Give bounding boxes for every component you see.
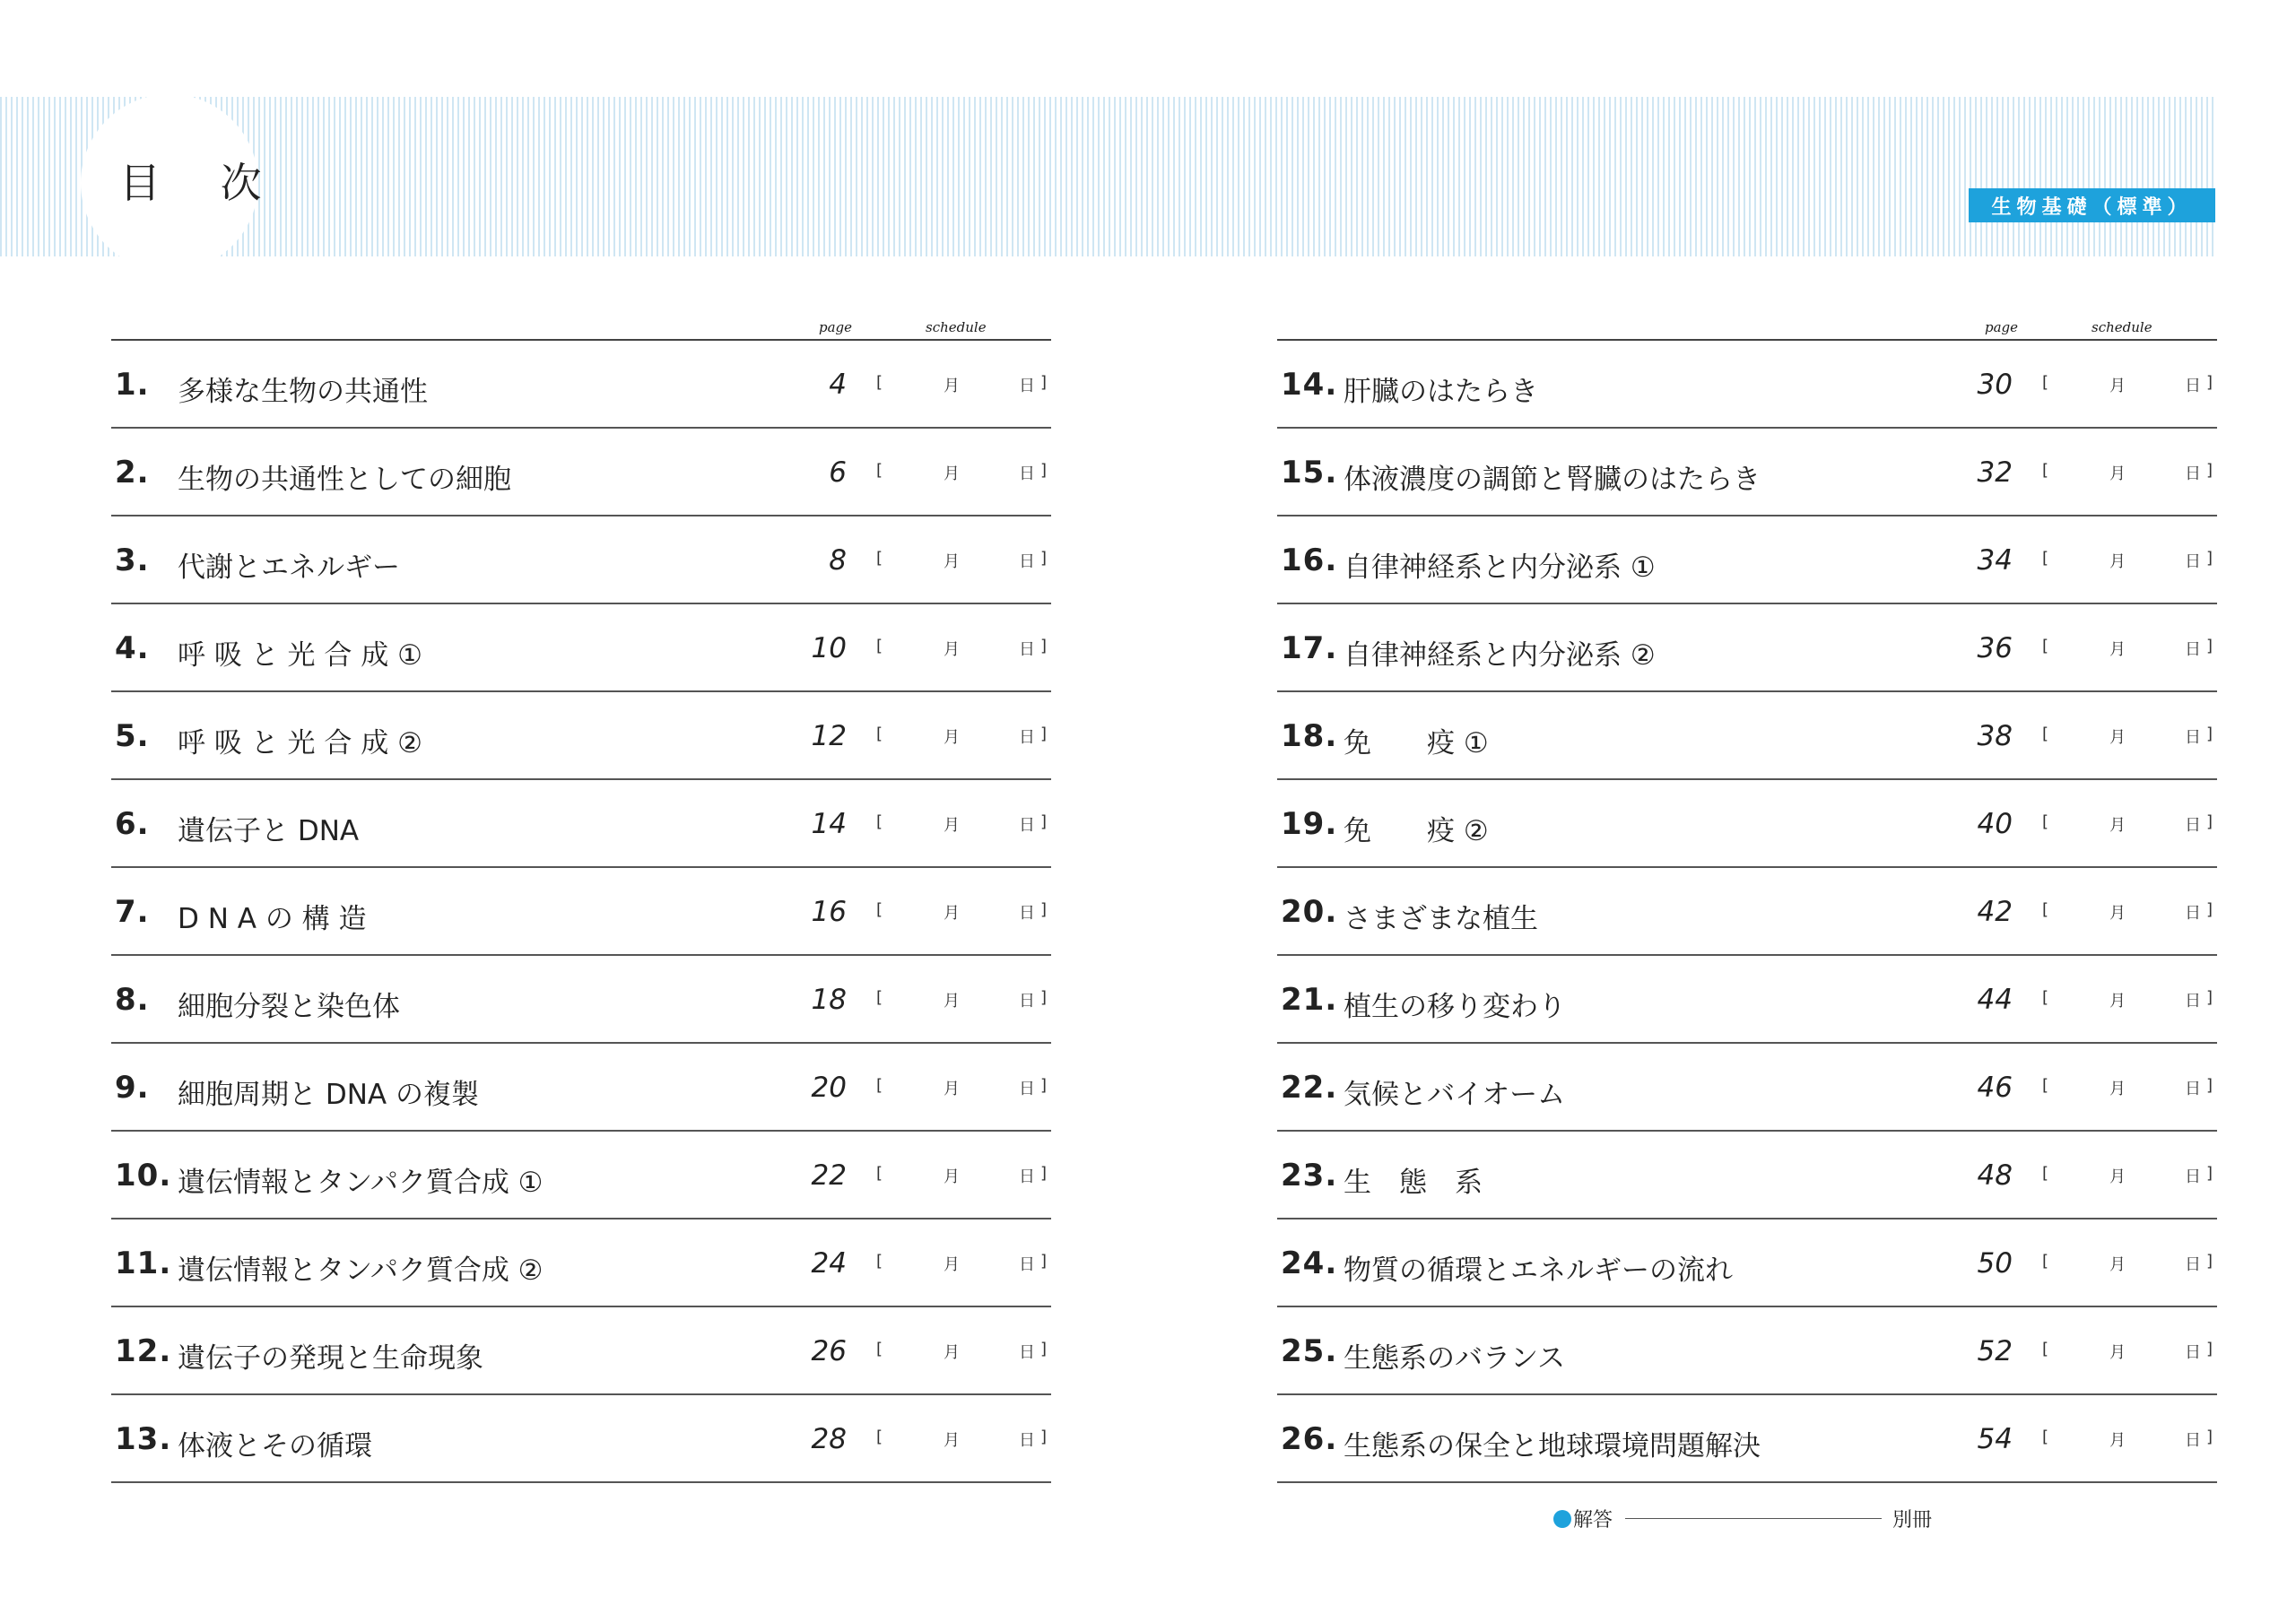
chapter-number: 24. xyxy=(1281,1245,1338,1281)
schedule-bracket-open: [ xyxy=(2042,637,2049,655)
schedule-month: 月 xyxy=(2109,1343,2126,1362)
schedule-month: 月 xyxy=(2109,728,2126,747)
page-number: 28 xyxy=(811,1423,847,1455)
chapter-number: 2. xyxy=(115,455,150,490)
schedule-day: 日 xyxy=(1019,464,1035,483)
schedule-day: 日 xyxy=(1019,1167,1035,1186)
page-number: 24 xyxy=(811,1247,847,1280)
schedule-month: 月 xyxy=(2109,1080,2126,1098)
page-number: 46 xyxy=(1977,1072,2013,1104)
schedule-month: 月 xyxy=(2109,816,2126,835)
chapter-title: 生態系の保全と地球環境問題解決 xyxy=(1344,1430,1761,1462)
chapter-title: さまざまな植生 xyxy=(1344,903,1538,935)
schedule-bracket-close: ] xyxy=(2206,461,2213,480)
answer-value: 別冊 xyxy=(1892,1509,1933,1532)
schedule-bracket-close: ] xyxy=(2206,1252,2213,1271)
schedule-day: 日 xyxy=(2185,1080,2201,1098)
schedule-month: 月 xyxy=(944,464,960,483)
page-number: 36 xyxy=(1977,632,2013,664)
chapter-number: 21. xyxy=(1281,982,1338,1018)
chapter-number: 23. xyxy=(1281,1158,1338,1193)
schedule-bracket-open: [ xyxy=(2042,1340,2049,1358)
schedule-day: 日 xyxy=(2185,1431,2201,1450)
schedule-bracket-close: ] xyxy=(1040,461,1048,480)
schedule-bracket-open: [ xyxy=(876,373,883,392)
chapter-title: 植生の移り変わり xyxy=(1344,991,1566,1023)
toc-row xyxy=(1277,1132,2217,1219)
column-header xyxy=(111,316,1051,341)
page-number: 12 xyxy=(811,720,847,752)
schedule-day: 日 xyxy=(1019,552,1035,571)
schedule-month: 月 xyxy=(944,904,960,923)
toc-row xyxy=(1277,604,2217,692)
schedule-bracket-close: ] xyxy=(2206,549,2213,568)
page-number: 4 xyxy=(829,369,847,401)
chapter-title: 生物の共通性としての細胞 xyxy=(178,464,511,496)
header-banner xyxy=(0,97,2215,256)
schedule-day: 日 xyxy=(1019,992,1035,1011)
chapter-title: 自律神経系と内分泌系 ② xyxy=(1344,639,1656,672)
schedule-month: 月 xyxy=(944,1167,960,1186)
chapter-title: D N A の 構 造 xyxy=(178,903,367,935)
schedule-bracket-close: ] xyxy=(2206,373,2213,392)
chapter-number: 20. xyxy=(1281,894,1338,930)
toc-row xyxy=(111,956,1051,1044)
schedule-bracket-open: [ xyxy=(876,1252,883,1271)
schedule-bracket-close: ] xyxy=(2206,812,2213,831)
page-number: 48 xyxy=(1977,1159,2013,1192)
chapter-number: 4. xyxy=(115,630,150,666)
toc-row xyxy=(111,868,1051,956)
schedule-month: 月 xyxy=(2109,992,2126,1011)
chapter-title: 免 疫 ② xyxy=(1344,815,1489,847)
toc-row xyxy=(1277,516,2217,604)
chapter-title: 遺伝情報とタンパク質合成 ② xyxy=(178,1254,544,1287)
schedule-bracket-close: ] xyxy=(2206,1164,2213,1183)
schedule-bracket-close: ] xyxy=(2206,637,2213,655)
schedule-day: 日 xyxy=(1019,640,1035,659)
leader-line xyxy=(1625,1518,1882,1519)
page-number: 42 xyxy=(1977,896,2013,928)
schedule-month: 月 xyxy=(944,552,960,571)
chapter-title: 呼 吸 と 光 合 成 ② xyxy=(178,727,422,759)
schedule-bracket-close: ] xyxy=(1040,725,1048,743)
chapter-title: 体液とその循環 xyxy=(178,1430,372,1462)
toc-row xyxy=(111,604,1051,692)
chapter-number: 11. xyxy=(115,1245,172,1281)
chapter-title: 気候とバイオーム xyxy=(1344,1079,1566,1111)
toc-column-right xyxy=(1277,316,2217,1483)
subject-badge: 生物基礎（標準） xyxy=(1969,188,2215,222)
schedule-bracket-open: [ xyxy=(876,461,883,480)
toc-row xyxy=(1277,692,2217,780)
toc-row xyxy=(1277,429,2217,516)
chapter-title: 肝臓のはたらき xyxy=(1344,376,1538,408)
schedule-day: 日 xyxy=(2185,1167,2201,1186)
schedule-bracket-close: ] xyxy=(1040,1428,1048,1446)
toc-row xyxy=(111,1219,1051,1307)
chapter-number: 15. xyxy=(1281,455,1338,490)
chapter-number: 26. xyxy=(1281,1421,1338,1457)
schedule-month: 月 xyxy=(2109,464,2126,483)
page-number: 16 xyxy=(811,896,847,928)
schedule-bracket-open: [ xyxy=(876,725,883,743)
schedule-bracket-close: ] xyxy=(2206,1340,2213,1358)
chapter-number: 13. xyxy=(115,1421,172,1457)
toc-row xyxy=(1277,1395,2217,1483)
schedule-day: 日 xyxy=(2185,377,2201,395)
page-number: 22 xyxy=(811,1159,847,1192)
page-number: 8 xyxy=(829,544,847,577)
chapter-number: 25. xyxy=(1281,1333,1338,1369)
chapter-number: 14. xyxy=(1281,367,1338,403)
schedule-bracket-close: ] xyxy=(1040,900,1048,919)
page-column-label: page xyxy=(1985,319,2019,335)
schedule-day: 日 xyxy=(1019,816,1035,835)
chapter-title: 細胞分裂と染色体 xyxy=(178,991,400,1023)
schedule-day: 日 xyxy=(1019,377,1035,395)
toc-row xyxy=(111,341,1051,429)
schedule-bracket-close: ] xyxy=(1040,1076,1048,1095)
toc-rows-left xyxy=(111,341,1051,1483)
schedule-column-label: schedule xyxy=(2092,319,2152,335)
schedule-bracket-open: [ xyxy=(876,1340,883,1358)
page-number: 14 xyxy=(811,808,847,840)
schedule-month: 月 xyxy=(944,1255,960,1274)
schedule-day: 日 xyxy=(2185,1255,2201,1274)
page-number: 18 xyxy=(811,984,847,1016)
toc-row xyxy=(1277,341,2217,429)
toc-row xyxy=(111,516,1051,604)
chapter-title: 遺伝子の発現と生命現象 xyxy=(178,1342,483,1375)
page-number: 6 xyxy=(829,456,847,489)
answer-label: 解答 xyxy=(1573,1509,1613,1532)
schedule-bracket-close: ] xyxy=(2206,988,2213,1007)
chapter-number: 12. xyxy=(115,1333,172,1369)
toc-row xyxy=(111,780,1051,868)
schedule-month: 月 xyxy=(2109,552,2126,571)
schedule-month: 月 xyxy=(944,992,960,1011)
toc-rows-right xyxy=(1277,341,2217,1483)
chapter-number: 9. xyxy=(115,1070,150,1106)
toc-row xyxy=(1277,780,2217,868)
schedule-day: 日 xyxy=(2185,552,2201,571)
schedule-bracket-close: ] xyxy=(1040,637,1048,655)
schedule-bracket-open: [ xyxy=(876,1428,883,1446)
schedule-bracket-open: [ xyxy=(876,637,883,655)
schedule-month: 月 xyxy=(944,640,960,659)
schedule-day: 日 xyxy=(1019,1080,1035,1098)
schedule-column-label: schedule xyxy=(926,319,987,335)
schedule-day: 日 xyxy=(2185,1343,2201,1362)
chapter-number: 19. xyxy=(1281,806,1338,842)
schedule-day: 日 xyxy=(1019,904,1035,923)
schedule-day: 日 xyxy=(2185,640,2201,659)
toc-row xyxy=(1277,956,2217,1044)
page-number: 20 xyxy=(811,1072,847,1104)
schedule-bracket-open: [ xyxy=(2042,1428,2049,1446)
page-number: 38 xyxy=(1977,720,2013,752)
chapter-number: 6. xyxy=(115,806,150,842)
chapter-number: 7. xyxy=(115,894,150,930)
schedule-bracket-close: ] xyxy=(1040,988,1048,1007)
toc-row xyxy=(111,429,1051,516)
chapter-title: 代謝とエネルギー xyxy=(178,551,400,584)
schedule-bracket-close: ] xyxy=(1040,1164,1048,1183)
toc-row xyxy=(1277,1044,2217,1132)
page-number: 54 xyxy=(1977,1423,2013,1455)
schedule-month: 月 xyxy=(2109,377,2126,395)
toc-row xyxy=(1277,1219,2217,1307)
schedule-day: 日 xyxy=(1019,728,1035,747)
page-number: 44 xyxy=(1977,984,2013,1016)
toc-row xyxy=(111,1307,1051,1395)
chapter-title: 生態系のバランス xyxy=(1344,1342,1566,1375)
chapter-number: 5. xyxy=(115,718,150,754)
schedule-bracket-open: [ xyxy=(2042,725,2049,743)
schedule-bracket-open: [ xyxy=(876,812,883,831)
toc-row xyxy=(111,1044,1051,1132)
page-title: 目 次 xyxy=(119,159,285,207)
schedule-day: 日 xyxy=(2185,992,2201,1011)
page-number: 32 xyxy=(1977,456,2013,489)
schedule-bracket-open: [ xyxy=(876,900,883,919)
answer-note xyxy=(1553,1505,1939,1532)
toc-row xyxy=(1277,1307,2217,1395)
schedule-month: 月 xyxy=(944,377,960,395)
chapter-title: 自律神経系と内分泌系 ① xyxy=(1344,551,1656,584)
schedule-bracket-open: [ xyxy=(2042,373,2049,392)
schedule-bracket-open: [ xyxy=(876,988,883,1007)
schedule-bracket-open: [ xyxy=(2042,812,2049,831)
schedule-bracket-close: ] xyxy=(2206,1428,2213,1446)
chapter-title: 多様な生物の共通性 xyxy=(178,376,428,408)
schedule-day: 日 xyxy=(1019,1431,1035,1450)
chapter-number: 18. xyxy=(1281,718,1338,754)
chapter-number: 1. xyxy=(115,367,150,403)
toc-row xyxy=(111,1395,1051,1483)
column-header xyxy=(1277,316,2217,341)
schedule-bracket-close: ] xyxy=(1040,373,1048,392)
toc-row xyxy=(111,692,1051,780)
schedule-day: 日 xyxy=(2185,816,2201,835)
schedule-bracket-open: [ xyxy=(2042,549,2049,568)
page-number: 34 xyxy=(1977,544,2013,577)
chapter-title: 免 疫 ① xyxy=(1344,727,1489,759)
schedule-bracket-open: [ xyxy=(2042,900,2049,919)
page-number: 40 xyxy=(1977,808,2013,840)
page-number: 30 xyxy=(1977,369,2013,401)
schedule-bracket-close: ] xyxy=(1040,1340,1048,1358)
chapter-title: 物質の循環とエネルギーの流れ xyxy=(1344,1254,1733,1287)
chapter-title: 体液濃度の調節と腎臓のはたらき xyxy=(1344,464,1761,496)
schedule-day: 日 xyxy=(2185,464,2201,483)
schedule-month: 月 xyxy=(944,1431,960,1450)
page-number: 26 xyxy=(811,1335,847,1367)
schedule-month: 月 xyxy=(2109,1255,2126,1274)
schedule-day: 日 xyxy=(1019,1343,1035,1362)
schedule-bracket-close: ] xyxy=(2206,725,2213,743)
schedule-bracket-close: ] xyxy=(2206,1076,2213,1095)
schedule-bracket-close: ] xyxy=(2206,900,2213,919)
schedule-day: 日 xyxy=(2185,728,2201,747)
chapter-number: 16. xyxy=(1281,542,1338,578)
toc-row xyxy=(111,1132,1051,1219)
schedule-month: 月 xyxy=(2109,1431,2126,1450)
schedule-day: 日 xyxy=(1019,1255,1035,1274)
schedule-month: 月 xyxy=(944,1080,960,1098)
chapter-number: 17. xyxy=(1281,630,1338,666)
schedule-bracket-close: ] xyxy=(1040,1252,1048,1271)
page-number: 50 xyxy=(1977,1247,2013,1280)
schedule-month: 月 xyxy=(2109,904,2126,923)
schedule-month: 月 xyxy=(944,1343,960,1362)
chapter-number: 10. xyxy=(115,1158,172,1193)
page-number: 52 xyxy=(1977,1335,2013,1367)
schedule-bracket-open: [ xyxy=(876,549,883,568)
schedule-bracket-open: [ xyxy=(876,1164,883,1183)
schedule-bracket-close: ] xyxy=(1040,549,1048,568)
schedule-month: 月 xyxy=(2109,640,2126,659)
schedule-bracket-open: [ xyxy=(2042,461,2049,480)
schedule-day: 日 xyxy=(2185,904,2201,923)
page-number: 10 xyxy=(811,632,847,664)
schedule-bracket-open: [ xyxy=(876,1076,883,1095)
chapter-title: 呼 吸 と 光 合 成 ① xyxy=(178,639,422,672)
schedule-month: 月 xyxy=(944,816,960,835)
schedule-bracket-open: [ xyxy=(2042,1076,2049,1095)
schedule-bracket-open: [ xyxy=(2042,1164,2049,1183)
bullet-dot-icon xyxy=(1553,1510,1571,1528)
toc-row xyxy=(1277,868,2217,956)
chapter-title: 細胞周期と DNA の複製 xyxy=(178,1079,479,1111)
schedule-bracket-open: [ xyxy=(2042,988,2049,1007)
schedule-month: 月 xyxy=(2109,1167,2126,1186)
toc-column-left xyxy=(111,316,1051,1483)
schedule-bracket-open: [ xyxy=(2042,1252,2049,1271)
chapter-number: 8. xyxy=(115,982,150,1018)
chapter-title: 遺伝情報とタンパク質合成 ① xyxy=(178,1167,544,1199)
page-column-label: page xyxy=(819,319,853,335)
schedule-bracket-close: ] xyxy=(1040,812,1048,831)
schedule-month: 月 xyxy=(944,728,960,747)
chapter-title: 生 態 系 xyxy=(1344,1167,1483,1199)
chapter-number: 3. xyxy=(115,542,150,578)
chapter-title: 遺伝子と DNA xyxy=(178,815,360,847)
chapter-number: 22. xyxy=(1281,1070,1338,1106)
